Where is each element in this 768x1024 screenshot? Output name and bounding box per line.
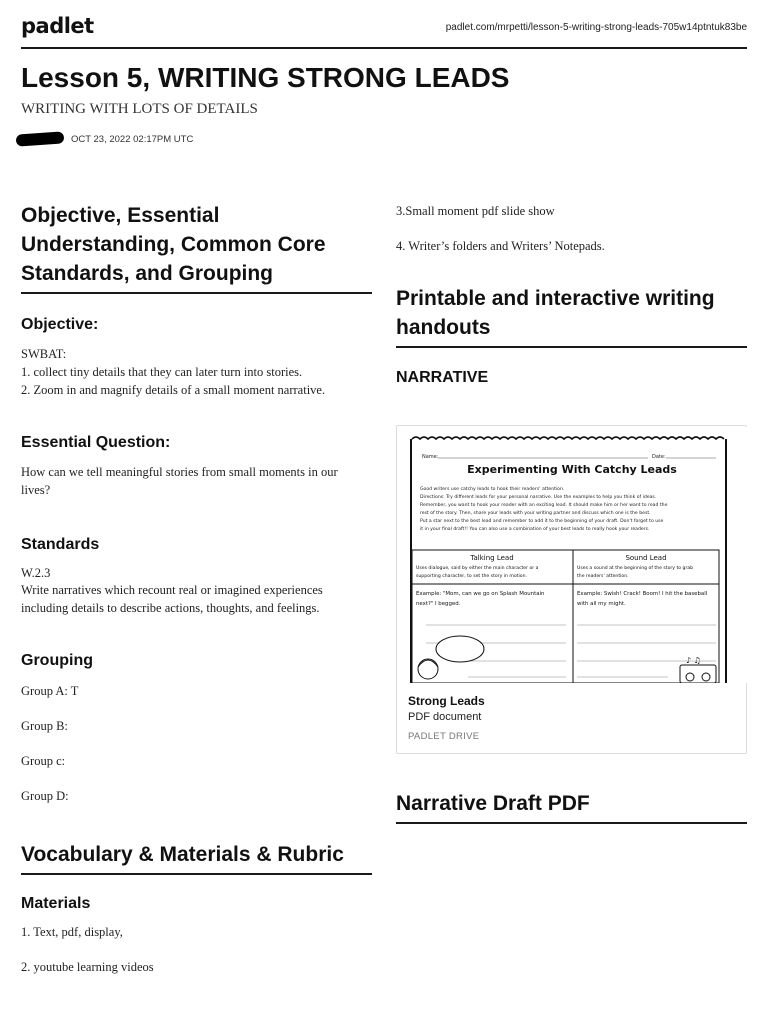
- page-title: Lesson 5, WRITING STRONG LEADS: [21, 62, 510, 93]
- page-url: padlet.com/mrpetti/lesson-5-writing-strong-leads-705w14ptntuk83be: [445, 22, 747, 33]
- doc-intro-line: it in your final draft!! You can also use a combination of your best leads to really hook your readers.: [420, 527, 650, 532]
- doc-intro-line: Remember, you want to hook your reader with an exciting lead. It should make him or her want to read the: [420, 503, 668, 508]
- top-bar: [21, 0, 747, 49]
- group-item: Group B:: [21, 719, 68, 733]
- doc-col-desc: supporting character, to set the story in motion.: [416, 574, 527, 579]
- objective-line: 2. Zoom in and magnify details of a small moment narrative.: [21, 383, 326, 397]
- doc-col-desc: the readers' attention.: [577, 574, 629, 579]
- post-date: OCT 23, 2022 02:17PM UTC: [71, 134, 194, 145]
- doc-intro-line: Directions: Try different leads for your personal narrative. Use the examples to help you think of ideas.: [420, 495, 657, 500]
- attachment-card[interactable]: [396, 425, 747, 754]
- narrative-heading: NARRATIVE: [396, 369, 489, 386]
- list-item: 3.Small moment pdf slide show: [396, 204, 555, 218]
- materials-item: 1. Text, pdf, display,: [21, 925, 123, 939]
- doc-example: Example: Swish! Crack! Boom! I hit the baseball: [577, 591, 708, 597]
- doc-date-label: Date:: [652, 454, 666, 460]
- padlet-logo[interactable]: padlet: [21, 14, 94, 38]
- doc-name-label: Name:: [422, 454, 439, 460]
- objective-heading: Objective:: [21, 316, 99, 333]
- attachment-type: PDF document: [408, 711, 482, 723]
- doc-example: Example: "Mom, can we go on Splash Mountain: [416, 591, 545, 597]
- doc-example: with all my might.: [577, 601, 626, 607]
- grouping-heading: Grouping: [21, 652, 93, 669]
- pdf-thumbnail[interactable]: [398, 427, 747, 683]
- objective-text: [21, 345, 372, 399]
- standards-heading: Standards: [21, 536, 100, 553]
- doc-intro-line: rest of the story. Then, share your leads with your writing partner and discuss which one is the best.: [420, 511, 651, 516]
- doc-col-head: Sound Lead: [625, 554, 667, 562]
- essential-question-heading: Essential Question:: [21, 434, 171, 451]
- doc-title: Experimenting With Catchy Leads: [467, 463, 677, 476]
- redacted-author: [16, 131, 65, 146]
- doc-col-desc: Uses dialogue, said by either the main character or a: [416, 566, 539, 571]
- objective-line: SWBAT:: [21, 347, 67, 361]
- doc-example: next?" I begged.: [416, 601, 461, 607]
- svg-text:♪ ♫: ♪ ♫: [686, 656, 701, 665]
- group-item: Group A: T: [21, 684, 79, 698]
- list-item: 4. Writer’s folders and Writers’ Notepads.: [396, 239, 605, 253]
- standards-code: W.2.3: [21, 566, 51, 580]
- attachment-name[interactable]: Strong Leads: [408, 694, 485, 708]
- section-title-narrative-draft: Narrative Draft PDF: [396, 789, 747, 824]
- doc-intro-line: Good writers use catchy leads to hook their readers' attention.: [420, 487, 565, 492]
- section-title-handouts: Printable and interactive writing handouts: [396, 284, 747, 348]
- doc-col-desc: Uses a sound at the beginning of the story to grab: [577, 566, 694, 571]
- essential-question-text: How can we tell meaningful stories from small moments in our lives?: [21, 465, 338, 497]
- doc-intro-line: Put a star next to the best lead and remember to add it to the beginning of your draft. Don't forget to use: [420, 519, 664, 524]
- group-item: Group c:: [21, 754, 66, 768]
- materials-item: 2. youtube learning videos: [21, 960, 154, 974]
- section-title-objective: Objective, Essential Understanding, Common Core Standards, and Grouping: [21, 201, 372, 294]
- objective-line: 1. collect tiny details that they can later turn into stories.: [21, 365, 303, 379]
- section-title-vocabulary: Vocabulary & Materials & Rubric: [21, 840, 372, 875]
- doc-col-head: Talking Lead: [470, 554, 514, 562]
- page-subtitle: WRITING WITH LOTS OF DETAILS: [21, 101, 258, 117]
- attachment-source: PADLET DRIVE: [408, 731, 480, 742]
- group-item: Group D:: [21, 789, 69, 803]
- materials-heading: Materials: [21, 895, 91, 912]
- standards-text: Write narratives which recount real or imagined experiences including details to describe actions, thoughts, and feelings.: [21, 583, 323, 615]
- worksheet-preview: [398, 427, 747, 683]
